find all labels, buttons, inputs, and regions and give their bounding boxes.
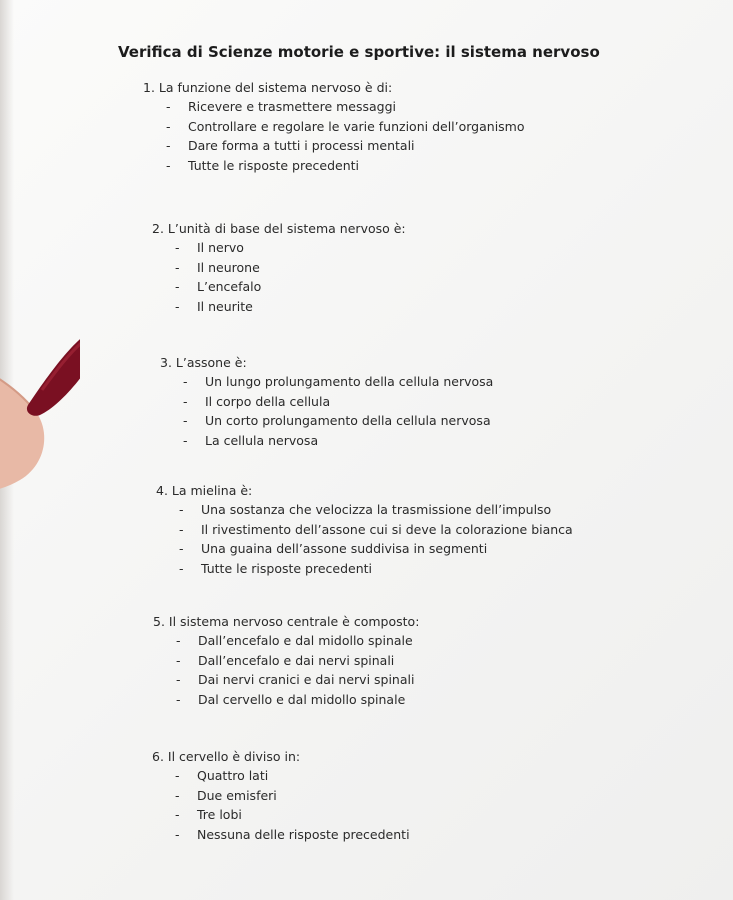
answer-option: - Il corpo della cellula (183, 393, 331, 409)
question-text: 3. L’assone è: (160, 355, 247, 370)
question-2 (152, 219, 406, 316)
answer-option: - Il nervo (175, 240, 244, 255)
answer-option: - Il neurone (175, 259, 260, 275)
answer-option: - L’encefalo (175, 279, 262, 294)
answer-option: - Un corto prolungamento della cellula nervosa (183, 413, 491, 428)
answer-option: - Il neurite (175, 298, 253, 314)
answer-option: - Due emisferi (175, 787, 277, 803)
question-4 (156, 481, 573, 578)
answer-option: - Dal cervello e dal midollo spinale (176, 691, 406, 707)
answer-option: - Tutte le risposte precedenti (179, 560, 373, 576)
answer-option: - Una guaina dell’assone suddivisa in segmenti (179, 541, 488, 556)
answer-option: - Dai nervi cranici e dai nervi spinali (176, 672, 415, 687)
answer-option: - Tutte le risposte precedenti (166, 157, 360, 173)
hand-with-red-nail-image (0, 330, 80, 500)
question-text: 1. La funzione del sistema nervoso è di: (143, 80, 393, 95)
answer-option: - Dall’encefalo e dal midollo spinale (176, 633, 413, 648)
answer-option: - Nessuna delle risposte precedenti (175, 826, 410, 842)
page-title: Verifica di Scienze motorie e sportive: il sistema nervoso (118, 43, 600, 61)
question-text: 4. La mielina è: (156, 483, 253, 498)
answer-option: - La cellula nervosa (183, 432, 319, 448)
answer-option: - Tre lobi (175, 807, 242, 822)
answer-option: - Controllare e regolare le varie funzioni dell’organismo (166, 118, 525, 134)
answer-option: - Dare forma a tutti i processi mentali (166, 138, 415, 153)
answer-option: - Dall’encefalo e dai nervi spinali (176, 652, 395, 668)
question-text: 6. Il cervello è diviso in: (152, 749, 301, 764)
answer-option: - Ricevere e trasmettere messaggi (166, 99, 396, 114)
question-text: 2. L’unità di base del sistema nervoso è: (152, 221, 406, 236)
question-3 (160, 353, 493, 450)
question-text: 5. Il sistema nervoso centrale è composto: (153, 614, 420, 629)
answer-option: - Una sostanza che velocizza la trasmissione dell’impulso (179, 502, 552, 517)
answer-option: - Quattro lati (175, 768, 269, 783)
answer-option: - Un lungo prolungamento della cellula nervosa (183, 374, 494, 389)
question-5 (153, 612, 419, 709)
question-6 (152, 747, 410, 844)
answer-option: - Il rivestimento dell’assone cui si deve la colorazione bianca (179, 521, 573, 537)
question-1 (143, 78, 525, 175)
